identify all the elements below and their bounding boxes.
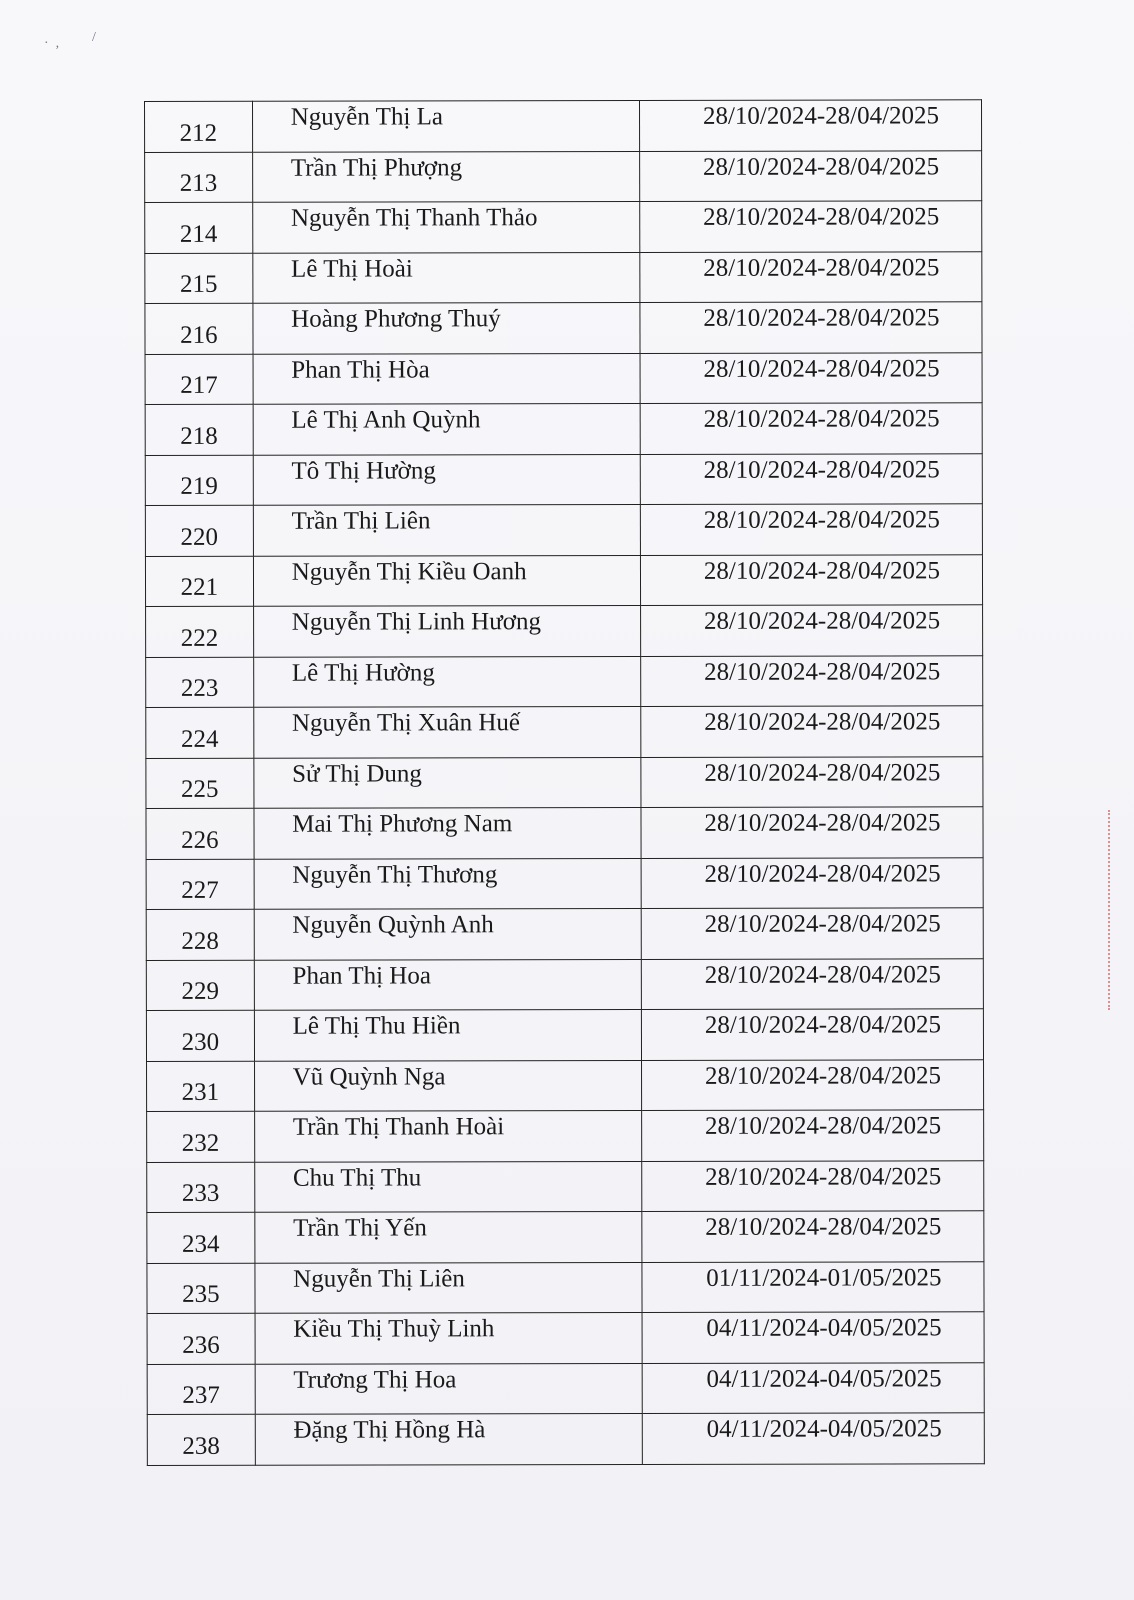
table-row (147, 1160, 984, 1212)
table-row (145, 302, 982, 354)
person-name-cell: Nguyễn Thị Thương (254, 858, 642, 909)
date-period-cell: 28/10/2024-28/04/2025 (642, 1110, 984, 1161)
row-number-cell: 227 (146, 859, 254, 910)
table-row (145, 201, 982, 253)
register-table (144, 99, 985, 1465)
date-period-cell: 28/10/2024-28/04/2025 (641, 554, 983, 605)
date-period-cell: 28/10/2024-28/04/2025 (640, 302, 982, 353)
row-number-cell: 238 (147, 1414, 255, 1465)
date-period-cell: 28/10/2024-28/04/2025 (641, 655, 983, 706)
date-period-cell: 28/10/2024-28/04/2025 (641, 807, 983, 858)
table-row (147, 1261, 984, 1313)
table-row (147, 1211, 984, 1263)
person-name-cell: Trần Thị Liên (253, 504, 641, 555)
person-name-cell: Nguyễn Thị Kiều Oanh (253, 555, 641, 606)
date-period-cell: 28/10/2024-28/04/2025 (640, 201, 982, 252)
date-period-cell: 04/11/2024-04/05/2025 (642, 1312, 984, 1363)
date-period-cell: 28/10/2024-28/04/2025 (640, 150, 982, 201)
table-row (145, 403, 982, 455)
table-row (146, 857, 983, 909)
person-name-cell: Phan Thị Hòa (253, 353, 641, 404)
date-period-cell: 28/10/2024-28/04/2025 (640, 352, 982, 403)
person-name-cell: Vũ Quỳnh Nga (254, 1060, 642, 1111)
row-number-cell: 233 (147, 1162, 255, 1213)
person-name-cell: Trương Thị Hoa (255, 1363, 643, 1414)
row-number-cell: 214 (145, 202, 253, 253)
row-number-cell: 234 (147, 1212, 255, 1263)
date-period-cell: 01/11/2024-01/05/2025 (642, 1261, 984, 1312)
row-number-cell: 216 (145, 303, 253, 354)
person-name-cell: Nguyễn Thị Thanh Thảo (252, 201, 640, 252)
row-number-cell: 220 (145, 505, 253, 556)
row-number-cell: 228 (146, 909, 254, 960)
person-name-cell: Hoàng Phương Thuý (253, 302, 641, 353)
table-row (146, 655, 983, 707)
row-number-cell: 229 (146, 960, 254, 1011)
table-row (146, 908, 983, 960)
row-number-cell: 223 (146, 657, 254, 708)
person-name-cell: Nguyễn Thị Linh Hương (253, 605, 641, 656)
table-row (145, 150, 982, 202)
date-period-cell: 28/10/2024-28/04/2025 (642, 1160, 984, 1211)
date-period-cell: 28/10/2024-28/04/2025 (641, 857, 983, 908)
table-row (146, 756, 983, 808)
person-name-cell: Nguyễn Thị Liên (255, 1262, 643, 1313)
row-number-cell: 217 (145, 354, 253, 405)
person-name-cell: Nguyễn Quỳnh Anh (254, 908, 642, 959)
row-number-cell: 212 (145, 101, 253, 152)
table-row (146, 605, 983, 657)
table-row (146, 958, 983, 1010)
person-name-cell: Trần Thị Yến (255, 1211, 643, 1262)
person-name-cell: Lê Thị Hoài (253, 252, 641, 303)
row-number-cell: 231 (147, 1061, 255, 1112)
scan-speck-mark: / (92, 30, 96, 45)
person-name-cell: Trần Thị Thanh Hoài (254, 1110, 642, 1161)
person-name-cell: Chu Thị Thu (254, 1161, 642, 1212)
person-name-cell: Đặng Thị Hồng Hà (255, 1413, 643, 1464)
table-row (145, 504, 982, 556)
date-period-cell: 28/10/2024-28/04/2025 (642, 958, 984, 1009)
row-number-cell: 237 (147, 1364, 255, 1415)
scan-speck-mark: · , (44, 36, 60, 51)
binding-edge-mark (1108, 810, 1120, 1010)
row-number-cell: 235 (147, 1263, 255, 1314)
row-number-cell: 225 (146, 758, 254, 809)
row-number-cell: 215 (145, 253, 253, 304)
row-number-cell: 224 (146, 707, 254, 758)
row-number-cell: 236 (147, 1313, 255, 1364)
table-row (147, 1362, 984, 1414)
table-row (145, 352, 982, 404)
table-row (147, 1059, 984, 1111)
row-number-cell: 222 (146, 606, 254, 657)
person-name-cell: Lê Thị Thu Hiền (254, 1009, 642, 1060)
table-row (147, 1413, 984, 1465)
person-name-cell: Tô Thị Hường (253, 454, 641, 505)
table-row (146, 706, 983, 758)
table-row (147, 1110, 984, 1162)
row-number-cell: 213 (145, 152, 253, 203)
date-period-cell: 28/10/2024-28/04/2025 (640, 251, 982, 302)
date-period-cell: 28/10/2024-28/04/2025 (641, 908, 983, 959)
row-number-cell: 226 (146, 808, 254, 859)
table-row (146, 807, 983, 859)
date-period-cell: 28/10/2024-28/04/2025 (640, 453, 982, 504)
person-name-cell: Lê Thị Hường (253, 656, 641, 707)
date-period-cell: 04/11/2024-04/05/2025 (642, 1362, 984, 1413)
row-number-cell: 219 (145, 455, 253, 506)
date-period-cell: 28/10/2024-28/04/2025 (641, 756, 983, 807)
table-row (145, 554, 982, 606)
table-row (146, 1009, 983, 1061)
register-table-body (145, 100, 985, 1465)
person-name-cell: Phan Thị Hoa (254, 959, 642, 1010)
date-period-cell: 28/10/2024-28/04/2025 (640, 100, 982, 151)
person-name-cell: Trần Thị Phượng (252, 151, 640, 202)
date-period-cell: 28/10/2024-28/04/2025 (641, 706, 983, 757)
table-row (145, 251, 982, 303)
person-name-cell: Lê Thị Anh Quỳnh (253, 403, 641, 454)
date-period-cell: 28/10/2024-28/04/2025 (642, 1009, 984, 1060)
person-name-cell: Nguyễn Thị Xuân Huế (253, 706, 641, 757)
person-name-cell: Kiều Thị Thuỳ Linh (255, 1312, 643, 1363)
row-number-cell: 221 (145, 556, 253, 607)
table-row (147, 1312, 984, 1364)
person-name-cell: Nguyễn Thị La (252, 100, 640, 151)
table-row (145, 100, 982, 152)
date-period-cell: 04/11/2024-04/05/2025 (642, 1413, 984, 1464)
person-name-cell: Sử Thị Dung (254, 757, 642, 808)
date-period-cell: 28/10/2024-28/04/2025 (641, 605, 983, 656)
date-period-cell: 28/10/2024-28/04/2025 (641, 504, 983, 555)
date-period-cell: 28/10/2024-28/04/2025 (642, 1211, 984, 1262)
row-number-cell: 218 (145, 404, 253, 455)
row-number-cell: 230 (146, 1010, 254, 1061)
date-period-cell: 28/10/2024-28/04/2025 (642, 1059, 984, 1110)
date-period-cell: 28/10/2024-28/04/2025 (640, 403, 982, 454)
person-name-cell: Mai Thị Phương Nam (254, 807, 642, 858)
table-row (145, 453, 982, 505)
row-number-cell: 232 (147, 1111, 255, 1162)
